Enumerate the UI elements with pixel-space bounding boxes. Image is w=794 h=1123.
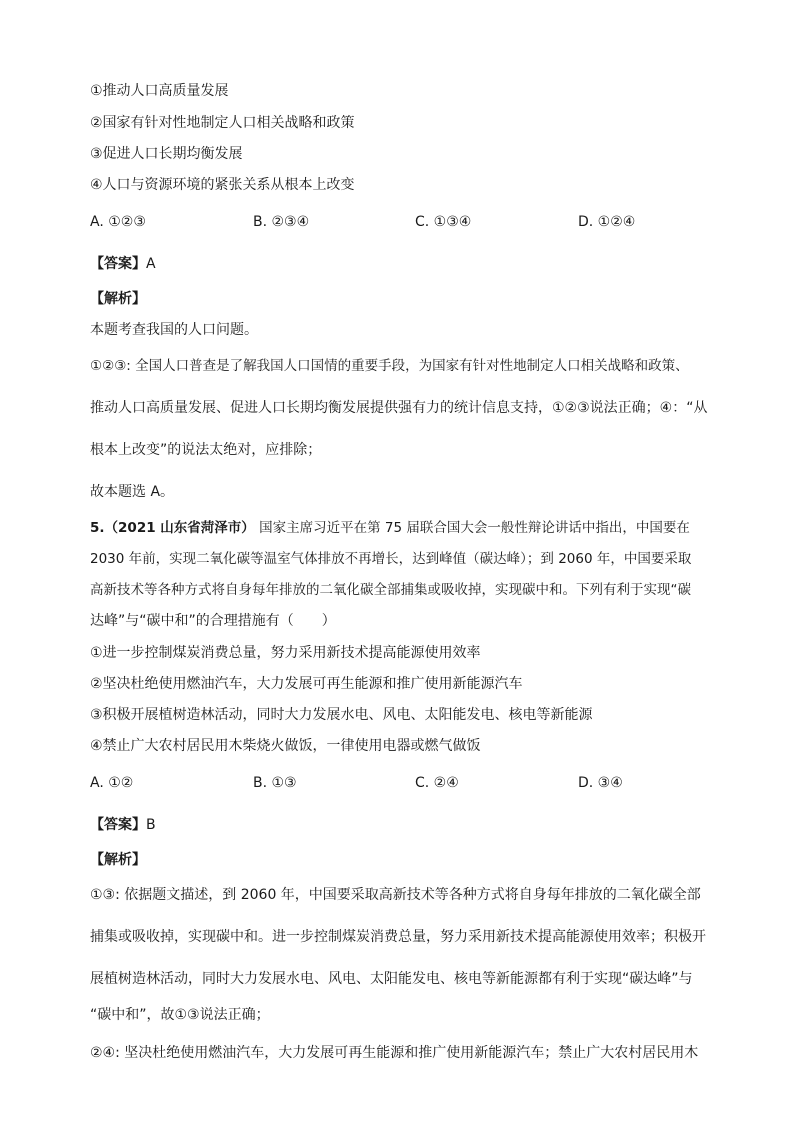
q5-analysis-line-2: 捕集或吸收掉，实现碳中和。进一步控制煤炭消费总量，努力采用新技术提高能源使用效率；积极开 (90, 929, 706, 945)
q5-statement-4: ④禁止广大农村居民用木柴烧火做饭，一律使用电器或燃气做饭 (90, 738, 481, 754)
q5-options (90, 773, 710, 793)
q4-analysis-line-1: 本题考查我国的人口问题。 (90, 322, 258, 338)
q5-stem-line-2: 2030 年前，实现二氧化碳等温室气体排放不再增长，达到峰值（碳达峰）；到 2060 年，中国要采取 (90, 551, 692, 567)
answer-label: 【答案】 (90, 817, 146, 833)
q5-number: 5. (90, 520, 105, 536)
q4-statement-4: ④人口与资源环境的紧张关系从根本上改变 (90, 177, 355, 193)
q5-answer (90, 815, 156, 835)
q5-source: （2021 山东省菏泽市） (104, 520, 255, 536)
q4-option-a: A. ①②③ (90, 214, 146, 230)
q4-option-b: B. ②③④ (253, 214, 310, 230)
answer-value: A (146, 256, 156, 272)
q4-option-c: C. ①③④ (415, 214, 472, 230)
q4-analysis-line-4: 根本上改变”的说法太绝对，应排除； (90, 442, 322, 458)
q5-stem-text: 国家主席习近平在第 75 届联合国大会一般性辩论讲话中指出，中国要在 (259, 520, 690, 536)
q5-analysis-label: 【解析】 (90, 852, 146, 868)
q4-analysis-label: 【解析】 (90, 291, 146, 307)
q5-stem-line-3: 高新技术等各种方式将自身每年排放的二氧化碳全部捕集或吸收掉，实现碳中和。下列有利于实现“碳 (90, 582, 691, 598)
q5-option-a: A. ①② (90, 775, 134, 791)
q5-analysis-line-5: ②④: 坚决杜绝使用燃油汽车，大力发展可再生能源和推广使用新能源汽车；禁止广大农村居民用木 (90, 1045, 699, 1061)
answer-label: 【答案】 (90, 256, 146, 272)
q4-statement-1: ①推动人口高质量发展 (90, 83, 229, 99)
q5-analysis-line-1: ①③: 依据题文描述，到 2060 年，中国要采取高新技术等各种方式将自身每年排放的二氧化碳全部 (90, 887, 701, 903)
answer-value: B (146, 817, 156, 833)
q5-statement-3: ③积极开展植树造林活动，同时大力发展水电、风电、太阳能发电、核电等新能源 (90, 707, 593, 723)
q4-statement-3: ③促进人口长期均衡发展 (90, 146, 243, 162)
q4-analysis-line-2: ①②③: 全国人口普查是了解我国人口国情的重要手段，为国家有针对性地制定人口相关战略和政策、 (90, 358, 689, 374)
q5-statement-2: ②坚决杜绝使用燃油汽车，大力发展可再生能源和推广使用新能源汽车 (90, 676, 523, 692)
q4-options (90, 212, 710, 232)
q4-analysis-line-5: 故本题选 A。 (90, 484, 175, 500)
q4-option-d: D. ①②④ (578, 214, 636, 230)
q5-statement-1: ①进一步控制煤炭消费总量，努力采用新技术提高能源使用效率 (90, 645, 481, 661)
q5-option-d: D. ③④ (578, 775, 623, 791)
q5-analysis-line-3: 展植树造林活动，同时大力发展水电、风电、太阳能发电、核电等新能源都有利于实现“碳达峰”与 (90, 971, 693, 987)
q4-analysis-line-3: 推动人口高质量发展、促进人口长期均衡发展提供强有力的统计信息支持，①②③说法正确；④：“从 (90, 400, 708, 416)
q4-answer (90, 254, 156, 274)
q5-stem-line-4: 达峰”与“碳中和”的合理措施有（ ） (90, 613, 336, 629)
q5-option-b: B. ①③ (253, 775, 297, 791)
q5-option-c: C. ②④ (415, 775, 459, 791)
q5-analysis-line-4: “碳中和”，故①③说法正确； (90, 1007, 270, 1023)
q5-stem-line-1 (90, 518, 690, 538)
q4-statement-2: ②国家有针对性地制定人口相关战略和政策 (90, 115, 355, 131)
